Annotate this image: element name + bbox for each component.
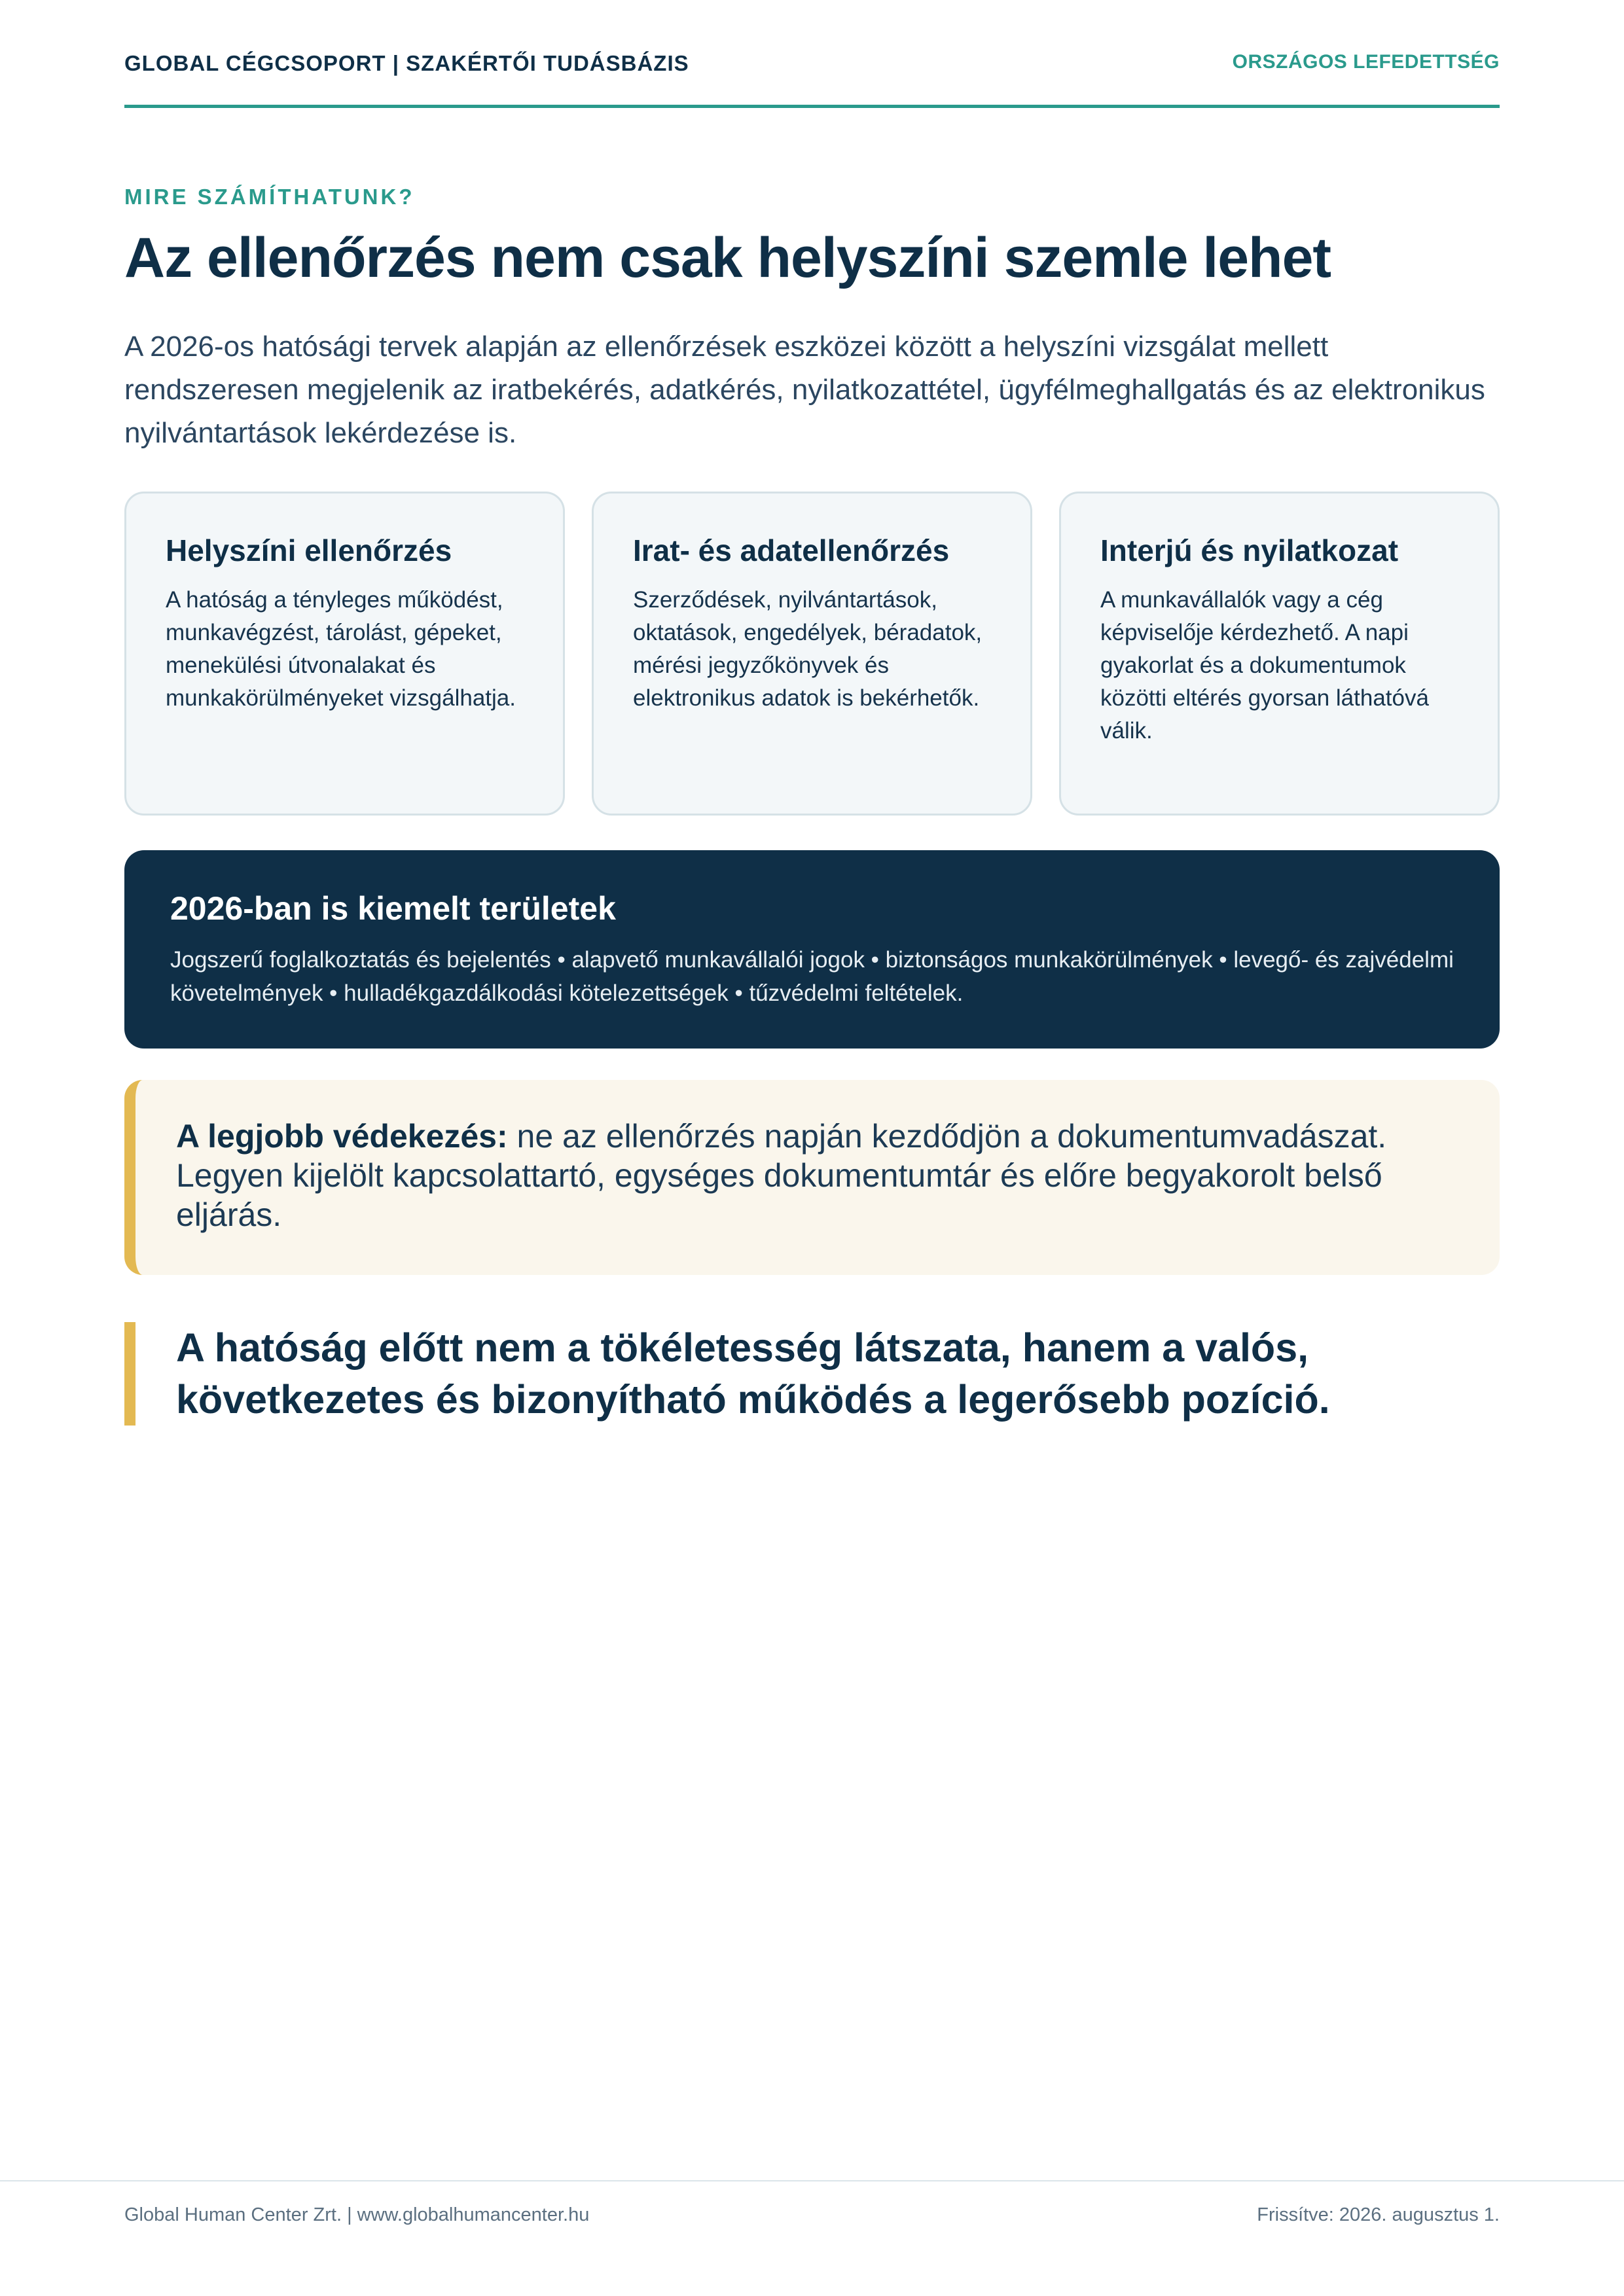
card-title: Irat- és adatellenőrzés [633, 533, 950, 567]
brand-title: GLOBAL CÉGCSOPORT | SZAKÉRTŐI TUDÁSBÁZIS [124, 51, 689, 75]
page-title: Az ellenőrzés nem csak helyszíni szemle lehet [124, 226, 1331, 289]
card-interview-statement [1059, 492, 1500, 816]
footer-company: Global Human Center Zrt. | www.globalhumancenter.hu [124, 2204, 590, 2225]
footer-divider [0, 2180, 1624, 2181]
callout-lead: A legjobb védekezés: [176, 1118, 508, 1155]
page-footer [124, 2204, 1500, 2226]
priority-areas-title: 2026-ban is kiemelt területek [170, 890, 616, 927]
page-header [124, 51, 1500, 108]
card-document-inspection [592, 492, 1032, 816]
pull-quote: A hatóság előtt nem a tökéletesség látszata, hanem a valós, következetes és bizonyítható működés a legerősebb pozíció. [124, 1322, 1500, 1426]
intro-paragraph: A 2026-os hatósági tervek alapján az ellenőrzések eszközei között a helyszíni vizsgálat mellett rendszeresen megjelenik az iratbekérés, adatkérés, nyilatkozattétel, ügyfélmeghallgatás és az elektronikus nyilvántartások lekérdezése is. [124, 331, 1485, 449]
priority-areas-panel [124, 850, 1500, 1049]
section-eyebrow: MIRE SZÁMÍTHATUNK? [124, 185, 415, 209]
card-text: A hatóság a tényleges működést, munkavégzést, tárolást, gépeket, menekülési útvonalakat és munkakörülményeket vizsgálhatja. [166, 587, 516, 711]
inspection-type-cards [124, 492, 1500, 818]
card-text: A munkavállalók vagy a cég képviselője kérdezhető. A napi gyakorlat és a dokumentumok közötti eltérés gyorsan láthatóvá válik. [1100, 587, 1429, 744]
card-title: Helyszíni ellenőrzés [166, 533, 452, 567]
best-defense-callout [124, 1080, 1500, 1275]
callout-text: ne az ellenőrzés napján kezdődjön a dokumentumvadászat. Legyen kijelölt kapcsolattartó, egységes dokumentumtár és előre begyakorolt belső eljárás. [176, 1118, 1387, 1233]
priority-areas-text: Jogszerű foglalkoztatás és bejelentés • alapvető munkavállalói jogok • biztonságos munkakörülmények • levegő- és zajvédelmi követelmények • hulladékgazdálkodási kötelezettségek • tűzvédelmi feltételek. [170, 947, 1454, 1006]
card-text: Szerződések, nyilvántartások, oktatások, engedélyek, béradatok, mérési jegyzőkönyvek és elektronikus adatok is bekérhetők. [633, 587, 983, 711]
card-title: Interjú és nyilatkozat [1100, 533, 1399, 567]
card-onsite-inspection [124, 492, 565, 816]
coverage-label: ORSZÁGOS LEFEDETTSÉG [1232, 51, 1500, 73]
footer-updated: Frissítve: 2026. augusztus 1. [1257, 2204, 1500, 2225]
